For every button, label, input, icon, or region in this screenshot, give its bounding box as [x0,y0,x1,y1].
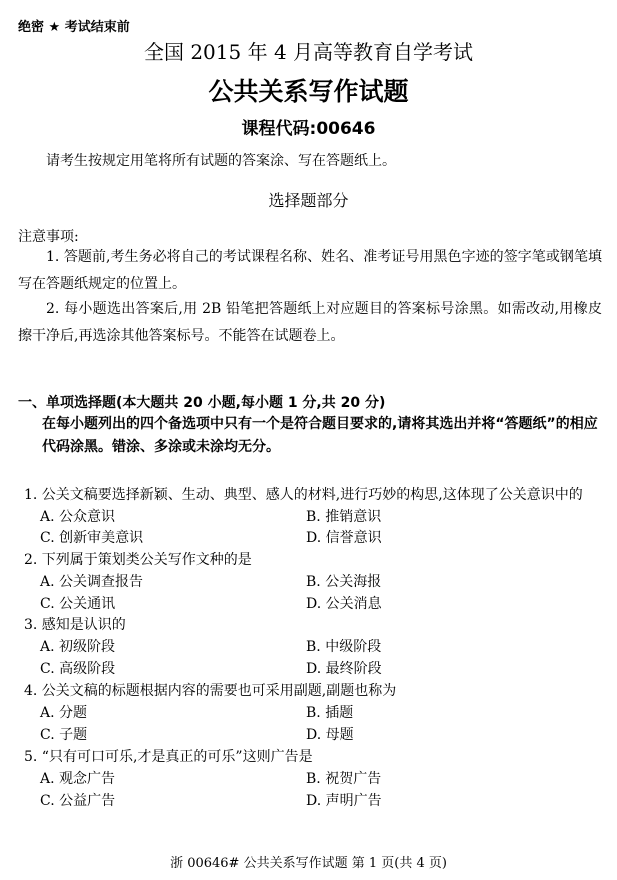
question-option: C. 公益广告 [40,793,116,809]
question-option: C. 高级阶段 [40,661,116,677]
question-option: C. 公关通讯 [40,596,116,612]
question-option: D. 信誉意识 [306,530,382,546]
page-footer: 浙 00646# 公共关系写作试题 第 1 页(共 4 页) [170,856,447,871]
question-option: D. 母题 [306,727,354,743]
question-stem: 5. “只有可口可乐,才是真正的可乐”这则广告是 [24,749,313,765]
question-option: C. 子题 [40,727,88,743]
course-code: 课程代码:00646 [241,119,376,139]
part-one-description: 在每小题列出的四个备选项中只有一个是符合题目要求的,请将其选出并将“答题纸”的相应代码涂黑。错涂、多涂或未涂均无分。 [42,416,598,455]
question-option: C. 创新审美意识 [40,530,144,546]
subject-title: 公共关系写作试题 [208,77,409,106]
note-item-2: 2. 每小题选出答案后,用 2B 铅笔把答题纸上对应题目的答案标号涂黑。如需改动,用橡皮擦干净后,再选涂其他答案标号。不能答在试题卷上。 [18,301,602,344]
question-option: A. 公关调查报告 [40,574,144,590]
question-option: D. 最终阶段 [306,661,382,677]
question-option: B. 公关海报 [306,574,382,590]
question-stem: 1. 公关文稿要选择新颖、生动、典型、感人的材料,进行巧妙的构思,这体现了公关意识中的 [24,487,583,503]
question-option: D. 公关消息 [306,596,382,612]
question-option: D. 声明广告 [306,793,382,809]
part-one-heading: 一、单项选择题(本大题共 20 小题,每小题 1 分,共 20 分) [18,395,386,411]
question-stem: 3. 感知是认识的 [24,617,126,633]
confidential-label: 绝密 ★ 考试结束前 [18,20,130,35]
notes-heading: 注意事项: [18,229,79,245]
answer-instruction: 请考生按规定用笔将所有试题的答案涂、写在答题纸上。 [46,153,396,169]
question-option: A. 公众意识 [40,509,116,525]
question-option: B. 插题 [306,705,354,721]
note-item-1: 1. 答题前,考生务必将自己的考试课程名称、姓名、准考证号用黑色字迹的签字笔或钢笔填写在答题纸规定的位置上。 [18,249,602,292]
section-title: 选择题部分 [268,191,349,210]
question-stem: 2. 下列属于策划类公关写作文种的是 [24,552,252,568]
question-option: B. 中级阶段 [306,639,382,655]
question-option: A. 分题 [40,705,88,721]
question-stem: 4. 公关文稿的标题根据内容的需要也可采用副题,副题也称为 [24,683,397,699]
question-option: A. 观念广告 [40,771,116,787]
question-option: A. 初级阶段 [40,639,116,655]
question-option: B. 推销意识 [306,509,382,525]
question-option: B. 祝贺广告 [306,771,382,787]
exam-title: 全国 2015 年 4 月高等教育自学考试 [143,40,474,64]
